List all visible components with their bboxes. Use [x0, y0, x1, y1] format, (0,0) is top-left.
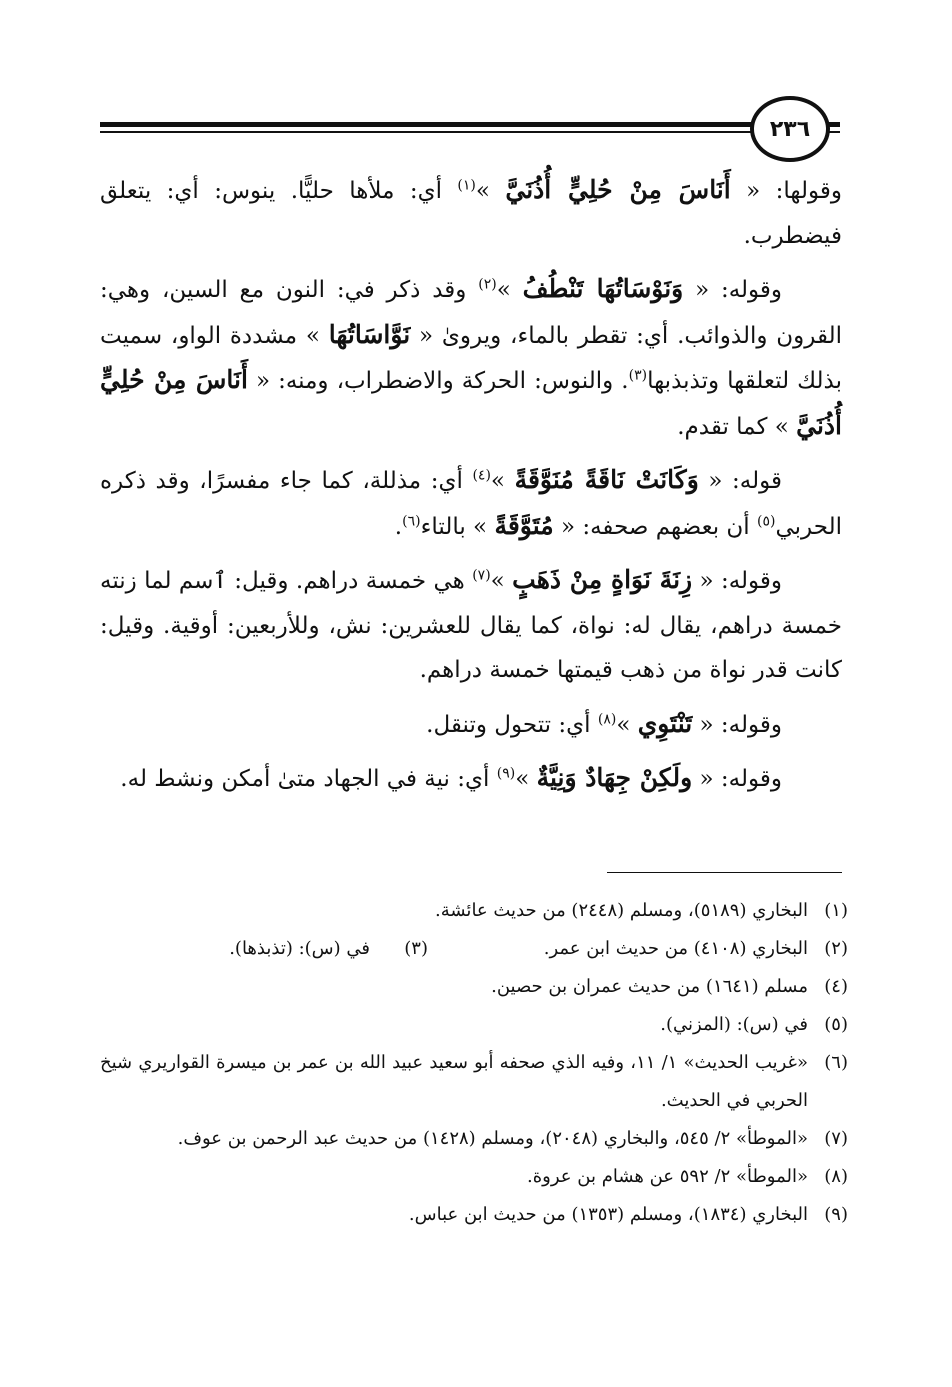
- paragraph-text: وقوله: «: [692, 568, 783, 594]
- paragraph: [100, 756, 842, 802]
- paragraph-text: أن بعضهم صحفه: «: [553, 513, 758, 540]
- footnotes: [100, 892, 848, 1234]
- footnote-ref: (٦): [402, 512, 421, 529]
- paragraph-text: وقوله: «: [692, 711, 782, 738]
- footnote-number: (٨): [824, 1166, 848, 1187]
- paragraph-text: .: [394, 513, 403, 540]
- footnote-ref: (٨): [597, 710, 617, 727]
- paragraph: [100, 267, 842, 449]
- paragraph: [100, 458, 842, 549]
- hadith-quote: وَكَانَتْ نَاقَةً مُنَوَّقَةً: [514, 465, 699, 494]
- footnote-1: [100, 892, 848, 930]
- footnote-9: [100, 1196, 848, 1234]
- footnote-text: البخاري (٥١٨٩)، ومسلم (٢٤٤٨) من حديث عائشة.: [435, 900, 808, 921]
- paragraph-text: أي: تتحول وتنقل.: [426, 711, 598, 738]
- footnote-number: (٧): [824, 1128, 848, 1149]
- footnote-separator: [607, 872, 842, 873]
- footnote-ref: (٣): [628, 367, 648, 384]
- paragraph-text: وقوله: «: [692, 766, 782, 792]
- footnote-ref: (٢): [478, 276, 497, 293]
- header-rule-thin: [100, 131, 840, 133]
- footnote-5: [100, 1006, 848, 1044]
- paragraph-text: »: [490, 568, 513, 594]
- footnote-ref: (١): [457, 177, 476, 194]
- footnote-text: في (س): (المزني).: [660, 1014, 808, 1035]
- paragraph-text: »: [490, 468, 515, 494]
- paragraph-text: » بالتاء: [420, 513, 495, 540]
- paragraph-text: » كما تقدم.: [677, 413, 797, 440]
- footnote-number: (٣): [404, 938, 428, 959]
- footnote-4: [100, 968, 848, 1006]
- footnote-ref: (٧): [472, 567, 491, 584]
- footnote-number: (٢): [824, 938, 848, 959]
- paragraph-text: »: [515, 766, 537, 792]
- footnote-text: «غريب الحديث» ١/ ١١، وفيه الذي صحفه أبو سعيد عبيد الله بن عمر بن ميسرة القواريري شيخ الحربي في الحديث.: [100, 1052, 808, 1111]
- paragraph: [100, 168, 842, 258]
- paragraph-text: أي: نية في الجهاد متىٰ أمكن ونشط له.: [120, 766, 497, 792]
- footnote-number: (٩): [824, 1204, 848, 1225]
- paragraph-text: » مشددة الواو، سميت بذلك لتعلقها وتذبذبها: [100, 322, 842, 394]
- footnote-ref: (٥): [757, 512, 776, 529]
- hadith-quote: مُتَوَّقَةً: [494, 510, 554, 540]
- hadith-quote: نَوَّاسَاتُهَا: [328, 319, 411, 349]
- page-number: ٢٣٦: [750, 96, 830, 162]
- hadith-quote: أَنَاسَ مِنْ حُلِيٍّ أُذُنَيَّ: [505, 175, 731, 204]
- paragraph-text: »: [616, 711, 638, 738]
- footnote-text: في (س): (تذبذها).: [229, 938, 370, 959]
- footnote-7: [100, 1120, 848, 1158]
- footnote-number: (٤): [824, 976, 848, 997]
- hadith-quote: تَنْتَوِي: [637, 708, 693, 738]
- footnote-text: البخاري (١٨٣٤)، ومسلم (١٣٥٣) من حديث ابن عباس.: [408, 1204, 808, 1225]
- footnote-ref: (٩): [496, 765, 516, 782]
- hadith-quote: أَنَاسَ مِنْ حُلِيٍّ أُذُنَيَّ: [100, 365, 842, 440]
- paragraph-text: وقولها: «: [730, 178, 842, 204]
- paragraph-text: أي: ملأها حليًّا. ينوس: أي: يتعلق فيضطرب.: [100, 178, 842, 249]
- footnote-6: [100, 1044, 848, 1120]
- header-rule-thick: [100, 122, 840, 127]
- footnote-number: (٦): [824, 1052, 848, 1073]
- page-header: [100, 96, 840, 156]
- footnote-number: (٥): [824, 1014, 848, 1035]
- hadith-quote: زِنَةَ نَوَاةٍ مِنْ ذَهَبٍ: [512, 565, 693, 594]
- paragraph-text: »: [475, 178, 506, 204]
- hadith-quote: ولَكِنْ جِهَادٌ وَنِيَّةٌ: [536, 763, 693, 792]
- main-text: [100, 168, 842, 811]
- footnote-number: (١): [824, 900, 848, 921]
- footnote-ref: (٤): [472, 467, 491, 484]
- paragraph-text: وقوله: «: [683, 277, 783, 303]
- footnote-8: [100, 1158, 848, 1196]
- footnote-text: «الموطأ» ٢/ ٥٩٢ عن هشام بن عروة.: [527, 1166, 808, 1187]
- paragraph-text: أي: مذللة، كما جاء مفسرًا، وقد ذكره الحربي: [100, 468, 842, 540]
- paragraph: [100, 558, 842, 693]
- paragraph-text: هي خمسة دراهم. وقيل: ٱسم لما زنته خمسة دراهم، يقال له: نواة، كما يقال للعشرين: نش، وللأربعين: أوقية. وقيل: كانت قدر نواة من ذهب قيمتها خمسة دراهم.: [100, 568, 842, 683]
- footnote-text: «الموطأ» ٢/ ٥٤٥، والبخاري (٢٠٤٨)، ومسلم (١٤٢٨) من حديث عبد الرحمن بن عوف.: [177, 1128, 808, 1149]
- paragraph-text: »: [496, 277, 523, 303]
- footnote-text: البخاري (٤١٠٨) من حديث ابن عمر.: [543, 938, 808, 959]
- paragraph: [100, 702, 842, 748]
- paragraph-text: وقد ذكر في: النون مع السين، وهي: القرون والذوائب. أي: تقطر بالماء، ويروىٰ «: [100, 277, 842, 349]
- paragraph-text: قوله: «: [698, 468, 782, 494]
- footnote-text: مسلم (١٦٤١) من حديث عمران بن حصين.: [491, 976, 808, 997]
- paragraph-text: . والنوس: الحركة والاضطراب، ومنه: «: [247, 368, 629, 394]
- footnote-2-3: [100, 930, 848, 968]
- hadith-quote: وَنَوْسَاتُهَا تَنْطُفُ: [522, 274, 684, 303]
